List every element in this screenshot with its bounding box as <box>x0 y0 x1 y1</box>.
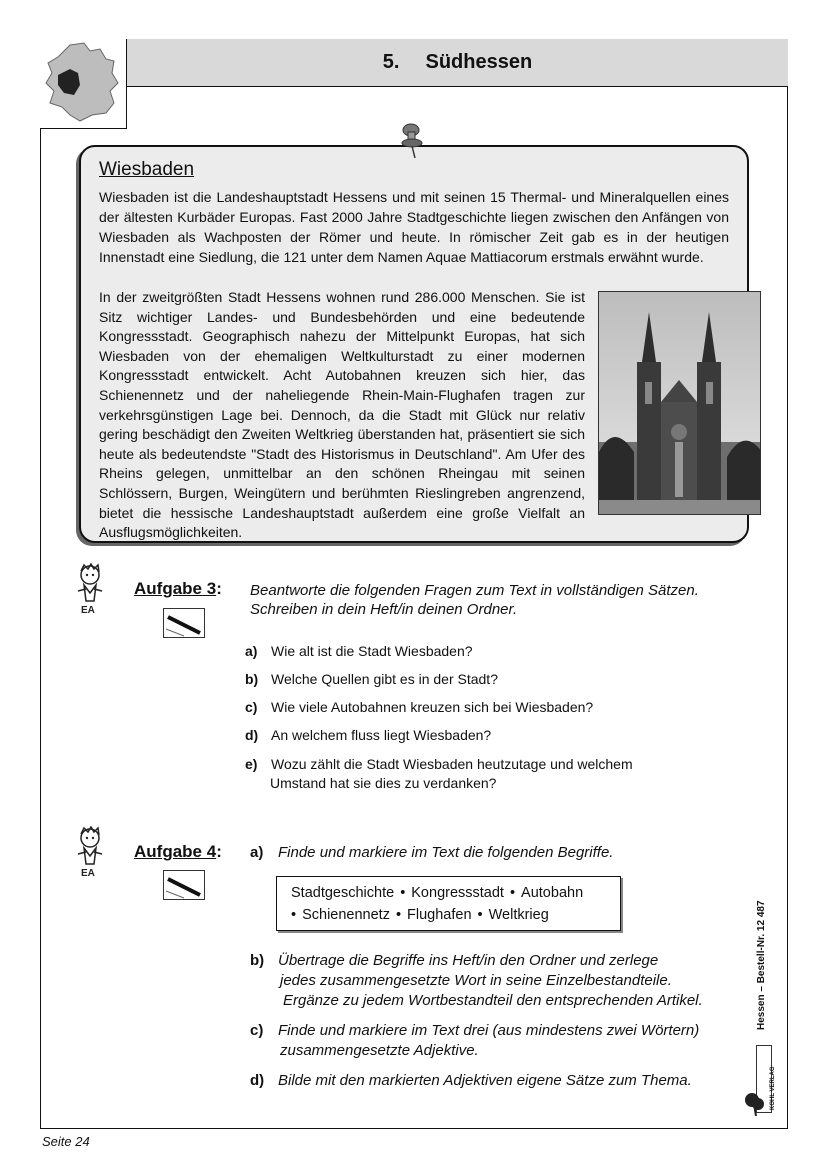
section-title <box>127 39 788 87</box>
church-photo <box>598 291 761 515</box>
tree-icon <box>742 1090 772 1116</box>
term: Weltkrieg <box>488 907 549 923</box>
question-a: a) Wie alt ist die Stadt Wiesbaden? <box>245 643 473 659</box>
task3-label: Aufgabe 3: <box>134 579 222 598</box>
body-paragraph: In der zweitgrößten Stadt Hessens wohnen rund 286.000 Menschen. Sie ist Sitz wichtiger Landes- und Bundesbehörden und eine bedeutende Kongressstadt. Geographisch nahezu der Mittelpunkt Europas, hat sich Wiesbaden von der ehemaligen Weltkulturstadt zu einer modernen Kongressstadt entwickelt. Acht Autobahnen kreuzen sich hier, das Schienennetz und der naheliegende Rhein-Main-Flughafen tragen zur verkehrsgünstigen Lage bei. Dennoch, da die Stadt mit Glück nur relativ gering beschädigt den Zweiten Weltkrieg überstanden hat, präsentiert sie sich heute als bedeutendste "Stadt des Historismus in Deutschland". Am Ufer des Rheins gelegen, unmittelbar an den schönen Rheingau mit seinen Schlössern, Burgen, Weingütern und berühmten Rieslingreben angrenzend, bietet die hessische Landeshauptstadt außerdem eine große Vielfalt an Ausflugsmöglichkeiten. <box>99 289 585 541</box>
section-number: 5. <box>382 51 400 73</box>
term: Kongressstadt <box>411 885 504 901</box>
student-ea-icon <box>72 563 108 615</box>
section-title-text: Südhessen <box>425 51 533 73</box>
task4-a: a) Finde und markiere im Text die folgenden Begriffe. <box>250 844 614 861</box>
card-title: Wiesbaden <box>99 159 195 180</box>
germany-map-icon <box>40 39 127 129</box>
question-b: b) Welche Quellen gibt es in der Stadt? <box>245 671 498 687</box>
student-ea-icon <box>72 826 108 878</box>
term: Stadtgeschichte <box>291 885 395 901</box>
pushpin-icon <box>398 122 426 160</box>
task4-c: c) Finde und markiere im Text drei (aus mindestens zwei Wörtern) zusammengesetzte Adjektive. <box>250 1022 700 1059</box>
question-d: d) An welchem fluss liegt Wiesbaden? <box>245 727 492 743</box>
term: Autobahn <box>521 885 584 901</box>
publisher-logo: KOHL VERLAG <box>756 1045 772 1113</box>
task4-label: Aufgabe 4: <box>134 842 222 861</box>
pen-writing-icon <box>163 870 205 900</box>
intro-paragraph: Wiesbaden ist die Landeshauptstadt Hessens und mit seinen 15 Thermal- und Mineralquellen eines der ältesten Kurbäder Europas. Fast 2000 Jahre Stadtgeschichte liegen zwischen den Anfängen von Wiesbaden als Wachposten der Römer und heute. In römischer Zeit gab es in der heutigen Innenstadt eine Siedlung, die 121 unter dem Namen Aquae Mattiacorum erstmals erwähnt wurde. <box>99 189 729 265</box>
svg-text:EA: EA <box>81 868 95 878</box>
order-number: Hessen – Bestell-Nr. 12 487 <box>756 900 767 1030</box>
term: Flughafen <box>407 907 472 923</box>
page-number: Seite 24 <box>42 1134 90 1149</box>
terms-box: Stadtgeschichte • Kongressstadt • Autobahn • Schienennetz • Flughafen • Weltkrieg <box>276 876 621 931</box>
question-e: e) Wozu zählt die Stadt Wiesbaden heutzutage und welchem Umstand hat sie dies zu verdanken? <box>245 756 633 791</box>
pen-writing-icon <box>163 608 205 638</box>
task3-instruction: Beantworte die folgenden Fragen zum Text in vollständigen Sätzen. Schreiben in dein Heft/in deinen Ordner. <box>250 582 699 618</box>
task4-b: b) Übertrage die Begriffe ins Heft/in den Ordner und zerlege jedes zusammengesetzte Wort in seine Einzelbestandteile. Ergänze zu jedem Wortbestandteil den entsprechenden Artikel. <box>250 952 703 1009</box>
term: Schienennetz <box>302 907 390 923</box>
svg-text:EA: EA <box>81 605 95 615</box>
task4-d: d) Bilde mit den markierten Adjektiven eigene Sätze zum Thema. <box>250 1072 692 1089</box>
question-c: c) Wie viele Autobahnen kreuzen sich bei Wiesbaden? <box>245 699 594 715</box>
